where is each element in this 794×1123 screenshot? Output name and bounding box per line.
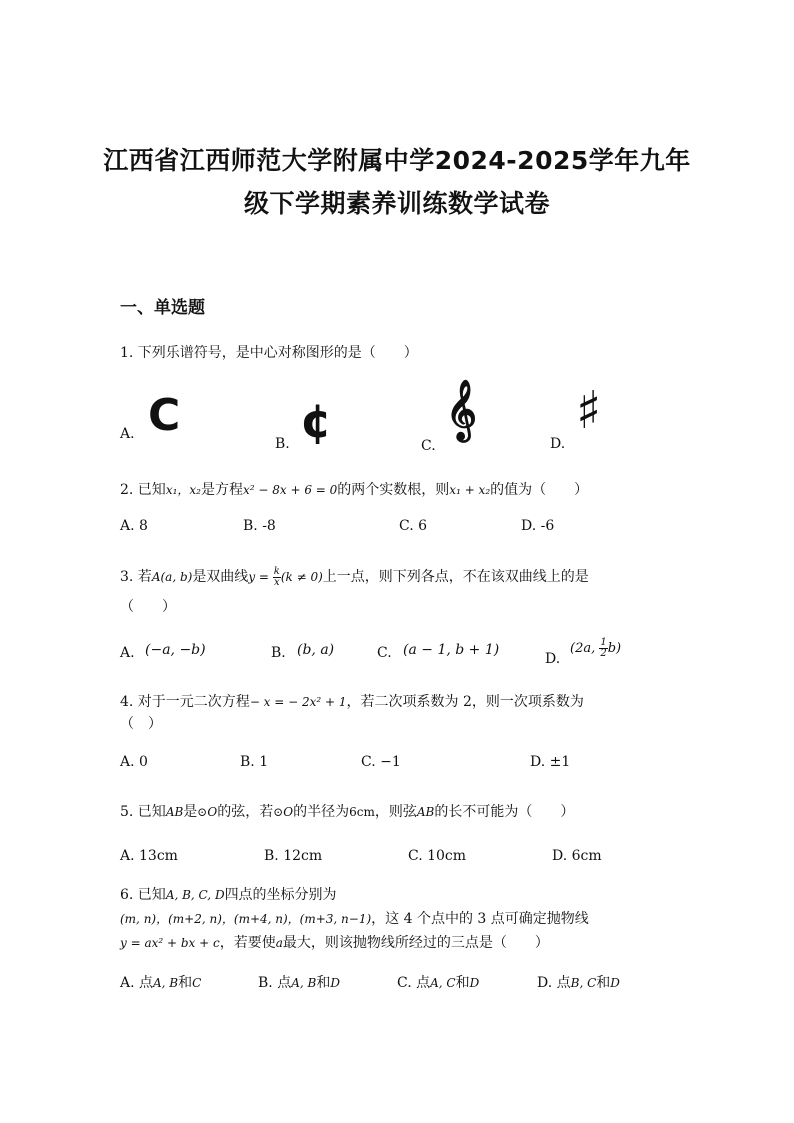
q4-option-b: B. 1 (240, 754, 269, 770)
q6-post3: ，若要使 (219, 935, 276, 951)
q3-d-den: 2 (600, 648, 607, 659)
q5-mid1: 是 (183, 804, 198, 820)
q6-c-conj: 和 (455, 975, 470, 991)
q5-option-c: C. 10cm (408, 848, 467, 864)
q2-post: 的值为（ ） (490, 482, 589, 498)
q5-circle: ⊙O (197, 805, 218, 819)
q3-fn-num: k (273, 565, 280, 577)
sharp-symbol-icon: ♯ (576, 381, 602, 441)
q2-option-b: B. -8 (243, 518, 276, 534)
q5-option-b: B. 12cm (264, 848, 323, 864)
q2-mid: 是方程 (200, 482, 243, 498)
q6-c-last: D (469, 976, 480, 990)
q5-option-d: D. 6cm (552, 848, 602, 864)
q6-b-last: D (330, 976, 340, 990)
q6-d-label: D. 点 (537, 975, 571, 991)
q6-post4: 最大，则该抛物线所经过的三点是（ ） (282, 935, 549, 951)
q5-mid2: 的弦，若 (217, 804, 274, 820)
q3-pre: 3. 若 (120, 569, 152, 585)
q5-radius: 6cm (349, 805, 375, 819)
q6-b-label: B. 点 (258, 975, 292, 991)
q6-option-d (537, 972, 620, 992)
q6-post2: ，这 4 个点中的 3 点可确定抛物线 (371, 911, 589, 927)
q4-option-d: D. ±1 (530, 754, 571, 770)
q5-mid3: 的半径为 (293, 804, 350, 820)
q2-option-a: A. 8 (120, 518, 148, 534)
c-symbol-icon: C (148, 390, 181, 441)
q2-mid2: 的两个实数根，则 (337, 482, 450, 498)
q3-post: 上一点，则下列各点，不在该双曲线上的是 (322, 569, 589, 585)
q6-d-math: B, C (570, 976, 597, 990)
q6-a-conj: 和 (178, 975, 193, 991)
q5-post: 的长不可能为（ ） (434, 804, 575, 820)
q3-fn-lhs: y = (248, 570, 273, 584)
q6-option-b (258, 972, 340, 992)
q2-option-c: C. 6 (399, 518, 428, 534)
treble-clef-icon: 𝄞 (446, 380, 477, 440)
q3-option-b-label: B. (271, 645, 286, 661)
q3-stem (120, 566, 589, 588)
q3-option-c-label: C. (377, 645, 392, 661)
q6-a: a (275, 936, 283, 950)
q6-a-last: C (192, 976, 202, 990)
q4-post: ，若二次项系数为 2，则一次项系数为 (346, 694, 584, 710)
q6-option-a (120, 972, 201, 992)
q3-option-a: (−a, −b) (145, 642, 206, 658)
q3-d-post: b) (607, 641, 622, 656)
q3-option-d-label: D. (545, 651, 561, 667)
q4-option-c: C. −1 (361, 754, 401, 770)
q3-option-d (570, 638, 621, 659)
q6-stem-line-3 (120, 932, 549, 952)
q2-option-d: D. -6 (521, 518, 555, 534)
q5-ab-2: AB (416, 805, 435, 819)
q2-equation: x² − 8x + 6 = 0 (242, 483, 338, 497)
cut-time-symbol-icon: ¢ (300, 394, 333, 448)
q3-option-c: (a − 1, b + 1) (403, 642, 500, 658)
q1-option-d-label: D. (550, 436, 566, 452)
q4-option-a: A. 0 (120, 754, 148, 770)
q5-circle-2: ⊙O (273, 805, 294, 819)
q6-a-label: A. 点 (120, 975, 154, 991)
q6-d-last: D (610, 976, 620, 990)
q6-coords: (m, n)，(m+2, n)，(m+4, n)，(m+3, n−1) (120, 912, 372, 926)
q1-option-a-label: A. (120, 426, 135, 442)
q5-option-a: A. 13cm (120, 848, 178, 864)
q2-vars: x₁，x₂ (165, 483, 201, 497)
q3-option-a-label: A. (120, 645, 135, 661)
q2-expression: x₁ + x₂ (449, 483, 491, 497)
q4-equation: − x = − 2x² + 1 (249, 695, 347, 709)
q6-pre: 6. 已知 (120, 887, 166, 903)
q6-curve: y = ax² + bx + c (120, 936, 220, 950)
q3-fn-den: x (273, 576, 280, 588)
q6-stem-line-1 (120, 884, 337, 904)
q6-a-math: A, B (153, 976, 179, 990)
q1-option-c-label: C. (421, 438, 436, 454)
title-line-2: 级下学期素养训练数学试卷 (243, 189, 550, 218)
q2-pre: 2. 已知 (120, 482, 166, 498)
q1-stem: 1. 下列乐谱符号，是中心对称图形的是（ ） (120, 345, 418, 361)
q3-paren: （ ） (120, 599, 176, 615)
q3-d-pre: (2a, (570, 641, 600, 656)
q6-option-c (397, 972, 479, 992)
q3-fn-cond: (k ≠ 0) (280, 570, 323, 584)
section-heading: 一、单选题 (120, 298, 205, 318)
q6-c-math: A, C (430, 976, 456, 990)
q3-d-fraction (599, 638, 607, 659)
q3-option-b: (b, a) (297, 642, 335, 658)
q6-b-conj: 和 (316, 975, 331, 991)
q5-pre: 5. 已知 (120, 804, 166, 820)
q4-paren: （ ） (120, 716, 162, 732)
q3-mid: 是双曲线 (192, 569, 249, 585)
q4-pre: 4. 对于一元二次方程 (120, 694, 250, 710)
q5-mid4: ，则弦 (374, 804, 417, 820)
q6-post1: 四点的坐标分别为 (224, 887, 337, 903)
q5-ab: AB (165, 805, 184, 819)
q3-point: A(a, b) (151, 570, 193, 584)
q3-fraction (273, 567, 281, 588)
q1-option-b-label: B. (275, 436, 290, 452)
q6-c-label: C. 点 (397, 975, 431, 991)
q6-d-conj: 和 (596, 975, 611, 991)
q5-stem (120, 801, 574, 821)
title-line-1: 江西省江西师范大学附属中学2024-2025学年九年 (103, 146, 691, 175)
q4-stem (120, 691, 584, 711)
q6-points: A, B, C, D (165, 888, 225, 902)
q2-stem (120, 479, 588, 499)
q6-b-math: A, B (291, 976, 317, 990)
q3-d-num: 1 (600, 637, 607, 648)
q6-stem-line-2 (120, 908, 589, 928)
